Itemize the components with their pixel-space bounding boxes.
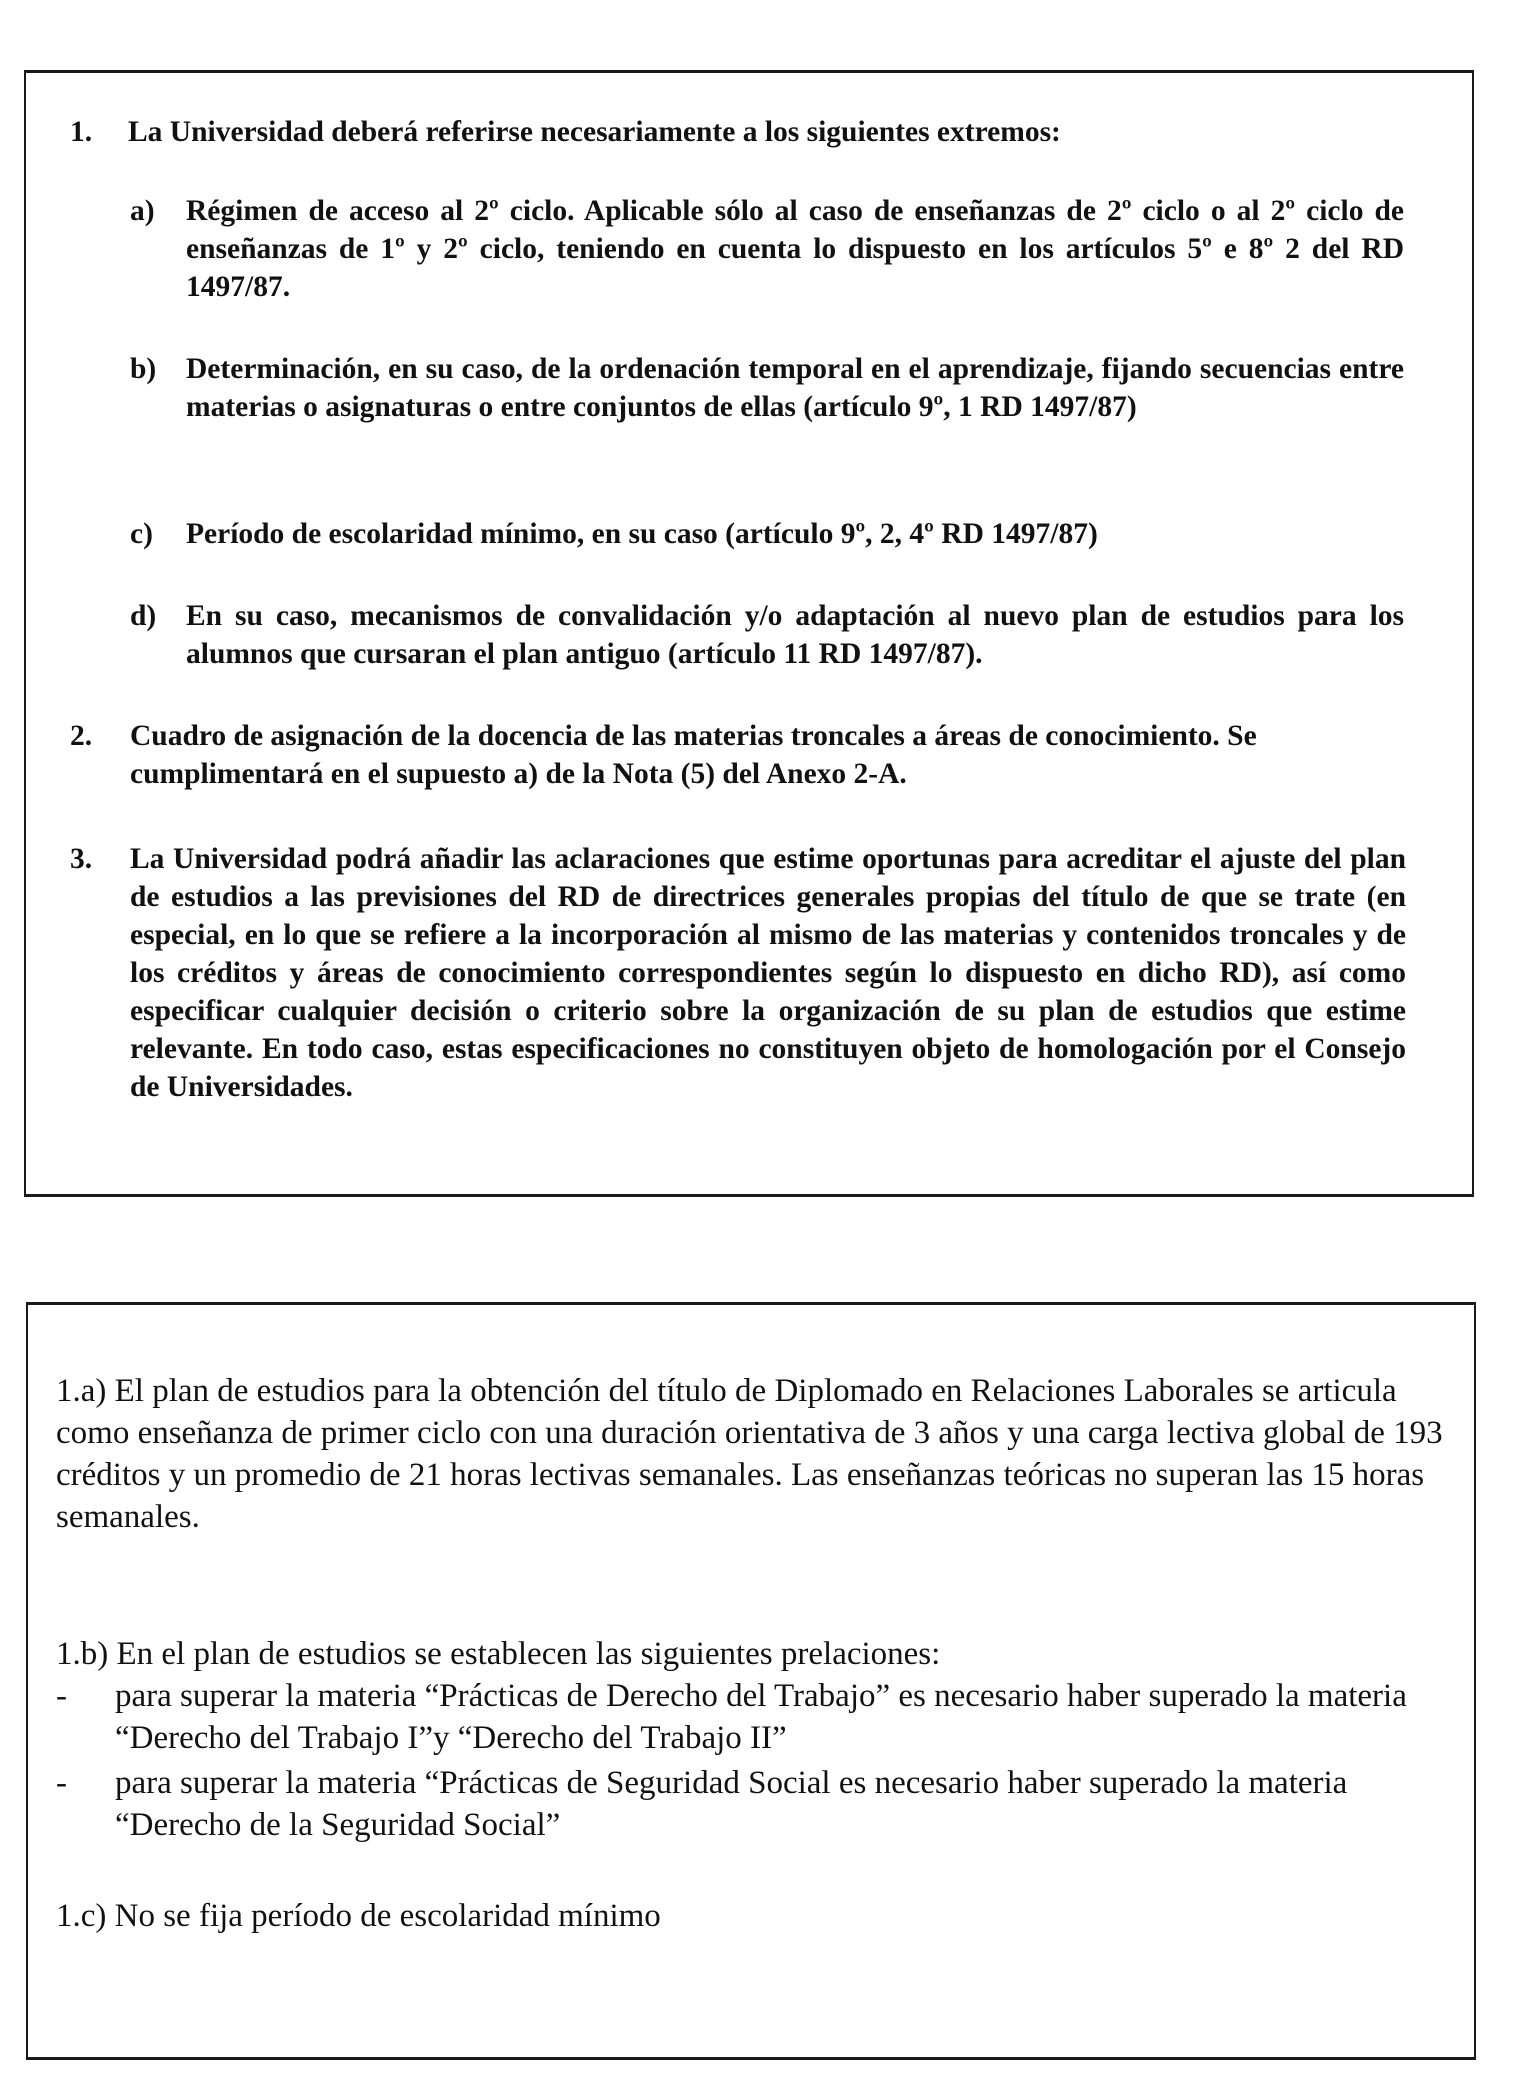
paragraph-1a: 1.a) El plan de estudios para la obtención del título de Diplomado en Relaciones Laborales se articula como enseñanza de primer ciclo con una duración orientativa de 3 años y una carga lectiva global de 193 créditos y un promedio de 21 horas lectivas semanales. Las enseñanzas teóricas no superan las 15 horas semanales. (56, 1373, 1443, 1535)
paragraph-1b: 1.b) En el plan de estudios se establecen las siguientes prelaciones: (56, 1636, 941, 1672)
item-3-text: La Universidad podrá añadir las aclaraciones que estime oportunas para acreditar el ajuste del plan de estudios a las previsiones del RD de directrices generales propias del título de que se trate (en especial, en lo que se refiere a la incorporación al mismo de las materias y contenidos troncales y de los créditos y áreas de conocimiento correspondientes según lo dispuesto en dicho RD), así como especificar cualquier decisión o criterio sobre la organización de su plan de estudios que estime relevante. En todo caso, estas especificaciones no constituyen objeto de homologación por el Consejo de Universidades. (130, 843, 1406, 1103)
subitem-b-label: b) (130, 353, 157, 385)
item-2-number: 2. (70, 720, 93, 752)
bullet-1-dash: - (56, 1678, 67, 1714)
item-3-number: 3. (70, 843, 93, 875)
item-2-text: Cuadro de asignación de la docencia de las materias troncales a áreas de conocimiento. Se cumplimentará en el supuesto a) de la Nota (5) del Anexo 2-A. (130, 720, 1257, 790)
bullet-2-text: para superar la materia “Prácticas de Seguridad Social es necesario haber superado la materia “Derecho de la Seguridad Social” (115, 1765, 1348, 1843)
subitem-a-text: Régimen de acceso al 2º ciclo. Aplicable sólo al caso de enseñanzas de 2º ciclo o al 2º ciclo de enseñanzas de 1º y 2º ciclo, teniendo en cuenta lo dispuesto en los artículos 5º e 8º 2 del RD 1497/87. (186, 195, 1404, 303)
item-1-text: La Universidad deberá referirse necesariamente a los siguientes extremos: (128, 116, 1061, 148)
subitem-d-label: d) (130, 600, 157, 632)
item-1-number: 1. (70, 116, 93, 148)
subitem-a-label: a) (130, 195, 155, 227)
subitem-b-text: Determinación, en su caso, de la ordenación temporal en el aprendizaje, fijando secuencias entre materias o asignaturas o entre conjuntos de ellas (artículo 9º, 1 RD 1497/87) (186, 353, 1404, 423)
bullet-2-dash: - (56, 1765, 67, 1801)
subitem-c-text: Período de escolaridad mínimo, en su caso (artículo 9º, 2, 4º RD 1497/87) (186, 518, 1098, 550)
subitem-d-text: En su caso, mecanismos de convalidación y/o adaptación al nuevo plan de estudios para los alumnos que cursaran el plan antiguo (artículo 11 RD 1497/87). (186, 600, 1404, 670)
subitem-c-label: c) (130, 518, 153, 550)
bullet-1-text: para superar la materia “Prácticas de Derecho del Trabajo” es necesario haber superado la materia “Derecho del Trabajo I”y “Derecho del Trabajo II” (115, 1678, 1407, 1756)
paragraph-1c: 1.c) No se fija período de escolaridad mínimo (56, 1898, 661, 1934)
